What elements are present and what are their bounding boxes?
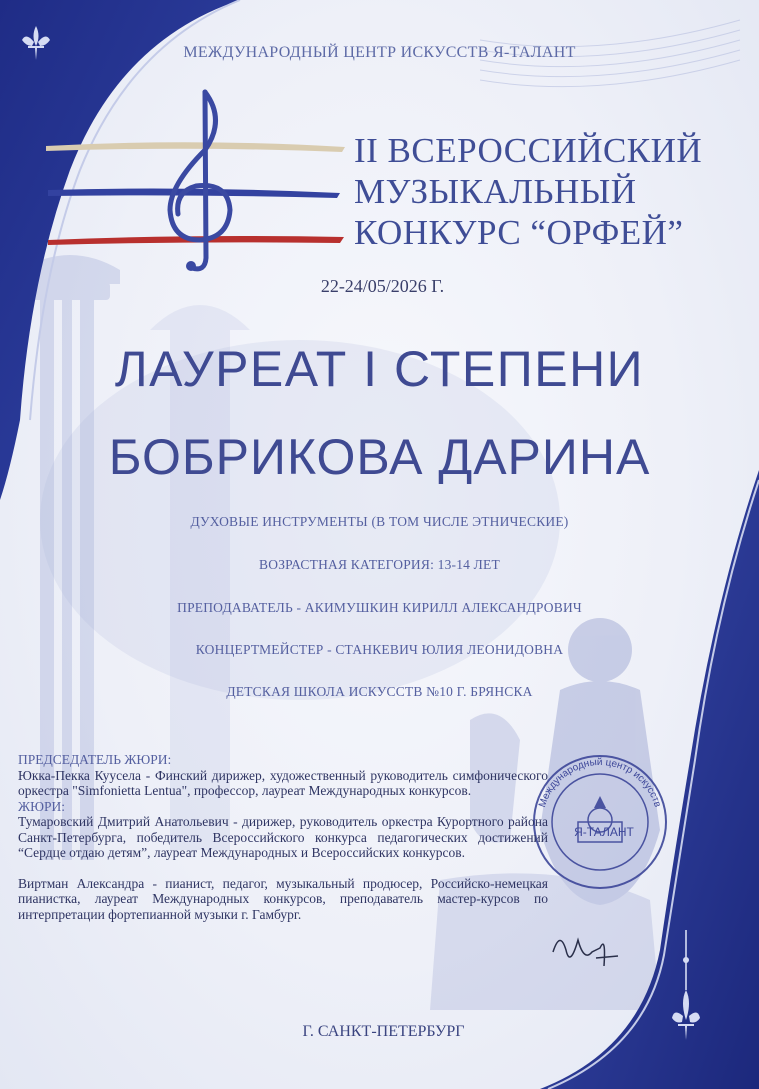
flag-stroke-blue [48, 189, 340, 198]
stamp-ring-text: Международный центр искусств [537, 756, 663, 809]
jury-member-1: Тумаровский Дмитрий Анатольевич - дирижер, руководитель оркестра Курортного района Санкт-Петербурга, победитель Всероссийского конкурса педагогических достижений “Сердце отдаю детям”, лауреат Международных и Всероссийских конкурсов. [18, 814, 548, 860]
contest-title-line-2: МУЗЫКАЛЬНЫЙ [354, 172, 637, 211]
stamp-text [534, 756, 666, 888]
jury-section [18, 752, 548, 922]
school: ДЕТСКАЯ ШКОЛА ИСКУССТВ №10 Г. БРЯНСКА [226, 684, 533, 699]
contest-title-line-3: КОНКУРС “ОРФЕЙ” [354, 213, 684, 252]
jury-heading: ЖЮРИ: [18, 798, 65, 814]
award-title: ЛАУРЕАТ I СТЕПЕНИ [114, 341, 645, 397]
teacher: ПРЕПОДАВАТЕЛЬ - АКИМУШКИН КИРИЛЛ АЛЕКСАНДРОВИЧ [177, 600, 582, 615]
nomination: ДУХОВЫЕ ИНСТРУМЕНТЫ (В ТОМ ЧИСЛЕ ЭТНИЧЕСКИЕ) [190, 514, 569, 529]
contest-title [354, 130, 702, 253]
jury-chair-heading: ПРЕДСЕДАТЕЛЬ ЖЮРИ: [18, 752, 172, 767]
age-category: ВОЗРАСТНАЯ КАТЕГОРИЯ: 13-14 ЛЕТ [259, 557, 500, 572]
stamp-center-text: Я-ТАЛАНТ [574, 825, 634, 839]
contest-dates: 22-24/05/2026 Г. [320, 276, 445, 296]
jury-member-2: Виртман Александра - пианист, педагог, музыкальный продюсер, Российско-немецкая пианистка, лауреат Международных конкурсов, преподаватель мастер-курсов по интерпретации фортепианной музыки г. Гамбург. [18, 875, 548, 922]
svg-text:Международный центр искусств [537, 757, 663, 809]
contest-title-line-1: II ВСЕРОССИЙСКИЙ [354, 131, 703, 170]
organizer-name: МЕЖДУНАРОДНЫЙ ЦЕНТР ИСКУССТВ Я-ТАЛАНТ [183, 44, 576, 61]
jury-chair-text: Юкка-Пекка Куусела - Финский дирижер, художественный руководитель симфонического оркестра "Simfonietta Lentua", профессор, лауреат Международных конкурсов. [18, 767, 548, 798]
recipient-name: БОБРИКОВА ДАРИНА [108, 429, 651, 485]
accompanist: КОНЦЕРТМЕЙСТЕР - СТАНКЕВИЧ ЮЛИЯ ЛЕОНИДОВНА [195, 642, 564, 657]
city: Г. САНКТ-ПЕТЕРБУРГ [302, 1023, 465, 1040]
